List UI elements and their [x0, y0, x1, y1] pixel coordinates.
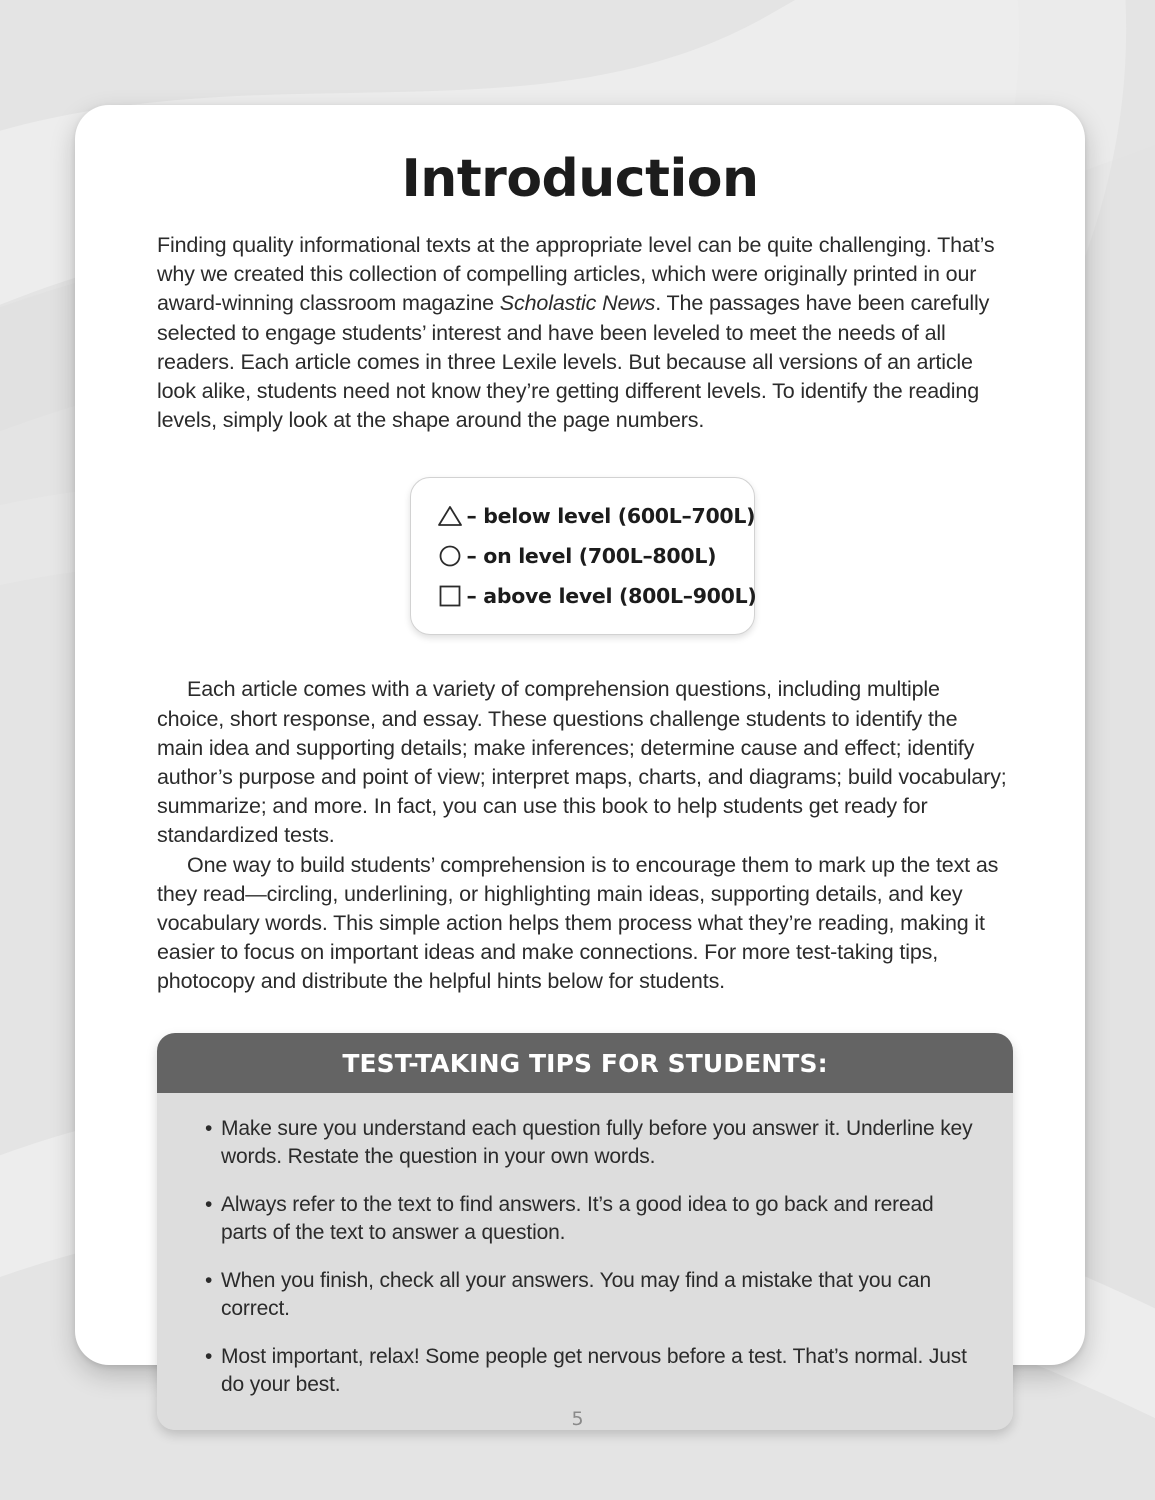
- tip-list-item: [205, 1343, 973, 1400]
- legend-item-below-level: [437, 496, 756, 536]
- markup-paragraph: One way to build students’ comprehension is to encourage them to mark up the text as they read—circling, underlining, or highlighting main ideas, supporting details, and key vocabulary words. This simple action helps them process what they’re reading, making it easier to focus on important ideas and make connections. For more test-taking tips, photocopy and distribute the helpful hints below for students.: [157, 852, 999, 994]
- tip-text: Always refer to the text to find answers. It’s a good idea to go back and reread parts of the text to answer a question.: [221, 1192, 934, 1245]
- lexile-legend-wrapper: [157, 477, 1007, 635]
- tip-list-item: [205, 1115, 973, 1172]
- tip-list-item: [205, 1191, 973, 1248]
- bullet-icon: •: [205, 1192, 213, 1216]
- intro-paragraph-part1: Finding quality informational texts at the appropriate level can be quite challenging. That’s why we created this collection of compelling articles, which were originally printed in our award-winning classroom magazine: [157, 233, 995, 316]
- legend-label-on-level: – on level (700L–800L): [466, 544, 717, 569]
- bullet-icon: •: [205, 1344, 213, 1368]
- bullet-icon: •: [205, 1268, 213, 1292]
- bullet-icon: •: [205, 1116, 213, 1140]
- tip-text: Make sure you understand each question fully before you answer it. Underline key words. Restate the question in your own words.: [221, 1116, 973, 1169]
- tip-text: When you finish, check all your answers. You may find a mistake that you can correct.: [221, 1268, 931, 1321]
- legend-label-above-level: – above level (800L–900L): [466, 584, 757, 609]
- intro-paragraph: [157, 231, 1007, 435]
- magazine-title: Scholastic News: [499, 291, 656, 316]
- tips-panel-header: TEST-TAKING TIPS FOR STUDENTS:: [157, 1033, 1013, 1093]
- page-card: [75, 105, 1085, 1397]
- page-title: Introduction: [401, 149, 759, 209]
- lexile-legend-box: [410, 477, 755, 635]
- triangle-outline-icon: [437, 503, 463, 529]
- legend-item-above-level: [437, 576, 757, 616]
- page-number: 5: [571, 1408, 584, 1430]
- legend-label-below-level: – below level (600L–700L): [466, 504, 756, 529]
- tips-panel-body: [157, 1093, 1013, 1430]
- test-taking-tips-panel: [157, 1033, 1013, 1430]
- circle-outline-icon: [437, 543, 463, 569]
- tip-list-item: [205, 1267, 973, 1324]
- legend-item-on-level: [437, 536, 726, 576]
- square-outline-icon: [437, 583, 463, 609]
- intro-paragraph-part2: . The passages have been carefully selected to engage students’ interest and have been leveled to meet the needs of all readers. Each article comes in three Lexile levels. But because all versions of an article look alike, students need not know they’re getting different levels. To identify the reading levels, simply look at the shape around the page numbers.: [157, 291, 990, 433]
- questions-paragraph: Each article comes with a variety of comprehension questions, including multiple choice, short response, and essay. These questions challenge students to identify the main idea and supporting details; make inferences; determine cause and effect; identify author’s purpose and point of view; interpret maps, charts, and diagrams; build vocabulary; summarize; and more. In fact, you can use this book to help students get ready for standardized tests.: [157, 677, 1007, 848]
- tip-text: Most important, relax! Some people get nervous before a test. That’s normal. Just do your best.: [221, 1344, 967, 1397]
- body-column: [75, 231, 1085, 997]
